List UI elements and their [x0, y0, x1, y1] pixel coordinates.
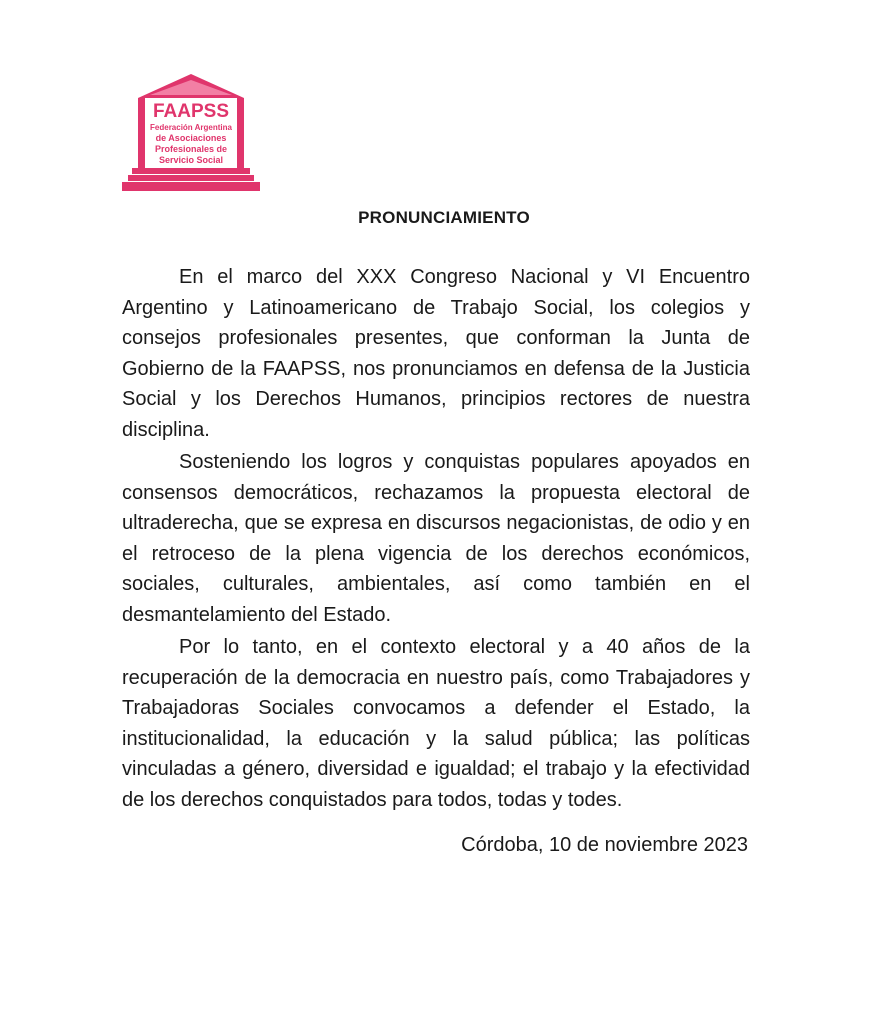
logo-left-column	[138, 98, 145, 168]
logo-subtitle-line-3: Profesionales de	[154, 144, 228, 154]
logo-subtitle-line-2: de Asociaciones	[155, 133, 227, 143]
logo-subtitle-line-1: Federación Argentina	[150, 123, 232, 132]
logo-right-column	[237, 98, 244, 168]
logo-subtitle-line-4: Servicio Social	[158, 155, 224, 165]
logo-acronym: FAAPSS	[152, 101, 230, 122]
faapss-logo	[122, 72, 260, 194]
paragraph-3: Por lo tanto, en el contexto electoral y a 40 años de la recuperación de la democracia en nuestro país, como Trabajadores y Trabajadoras Sociales convocamos a defender el Estado, la institucionalidad, la educación y la salud pública; las políticas vinculadas a género, diversidad e igualdad; el trabajo y la efectividad de los derechos conquistados para todos, todas y todes.	[122, 636, 750, 811]
paragraph-2: Sosteniendo los logros y conquistas populares apoyados en consensos democráticos, rechazamos la propuesta electoral de ultraderecha, que se expresa en discursos negacionistas, de odio y en el retroceso de la plena vigencia de los derechos económicos, sociales, culturales, ambientales, así como también en el desmantelamiento del Estado.	[122, 451, 750, 626]
document-title: PRONUNCIAMIENTO	[358, 208, 530, 227]
paragraph-1: En el marco del XXX Congreso Nacional y VI Encuentro Argentino y Latinoamericano de Trabajo Social, los colegios y consejos profesionales presentes, que conforman la Junta de Gobierno de la FAAPSS, nos pronunciamos en defensa de la Justicia Social y los Derechos Humanos, principios rectores de nuestra disciplina.	[122, 266, 750, 441]
logo-step-3	[122, 182, 260, 191]
document-body	[122, 262, 750, 817]
logo-step-2	[128, 175, 254, 181]
place-and-date: Córdoba, 10 de noviembre 2023	[461, 834, 748, 856]
faapss-logo-graphic	[122, 72, 260, 194]
logo-step-1	[132, 168, 250, 174]
